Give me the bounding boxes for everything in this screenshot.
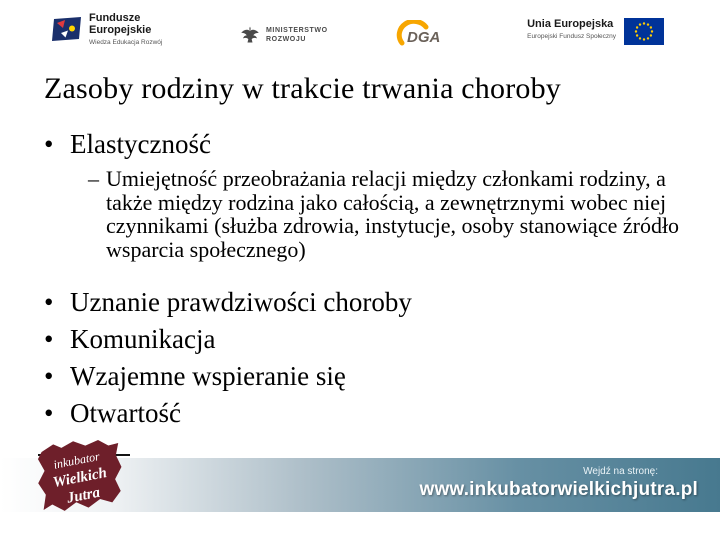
bullet-item [44,286,692,319]
dga-text: DGA [407,29,441,46]
stamp-text-line1: inkubator [52,449,101,472]
dash-marker: – [88,165,99,191]
ministerstwo-line1: MINISTERSTWO [266,26,328,34]
bullet-text: Elastyczność [70,129,211,159]
fe-subtitle: Wiedza Edukacja Rozwój [89,38,163,46]
stamp-text-line3: Jutra [65,484,102,507]
dga-logo-icon [394,20,444,50]
bullet-marker: • [44,286,54,317]
slide-content [44,128,692,434]
fe-name-line1: Fundusze [89,12,141,24]
bullet-marker: • [44,397,54,428]
footer-website-url: www.inkubatorwielkichjutra.pl [419,479,698,500]
ministerstwo-line2: ROZWOJU [266,36,306,43]
fe-flag-icon [52,17,82,41]
sub-bullet-item [88,167,688,262]
ue-subtitle: Europejski Fundusz Społeczny [527,33,616,41]
stamp-text-line2: Wielkich [51,464,109,492]
bullet-text: Wzajemne wspieranie się [70,360,346,391]
ue-name: Unia Europejska [527,18,614,30]
logo-dga [394,20,444,55]
ue-logo-text [527,18,616,40]
fe-logo-text [89,13,162,46]
logo-unia-europejska [527,18,664,45]
logo-fundusze-europejskie [52,13,162,46]
bullet-item [44,360,692,393]
bullet-marker: • [44,323,54,354]
bullet-text: Uznanie prawdziwości choroby [70,286,412,317]
bullet-item [44,397,692,430]
sub-bullet-text: Umiejętność przeobrażania relacji między członkami rodziny, a także między rodzina jako całością, a zewnętrznymi wobec niej czynnikami (służba zdrowia, instytucje, osoby stanowiące źródło wsparcia społecznego) [106,165,680,263]
eu-flag-icon [624,18,664,45]
logo-ministerstwo [240,24,328,46]
slide-title: Zasoby rodziny w trakcie trwania choroby [44,72,561,105]
bullet-marker: • [44,360,54,391]
bullet-marker: • [44,129,54,159]
fe-name-line2: Europejskie [89,23,152,36]
eagle-emblem-icon [240,24,260,46]
inkubator-stamp-logo [32,434,128,523]
logo-bar [0,0,720,64]
footer-cta-text: Wejdź na stronę: [583,466,658,477]
ministerstwo-text [266,26,328,45]
bullet-item [44,323,692,356]
bullet-text: Otwartość [70,397,181,428]
bullet-text: Komunikacja [70,323,216,354]
bullet-item [44,128,692,161]
